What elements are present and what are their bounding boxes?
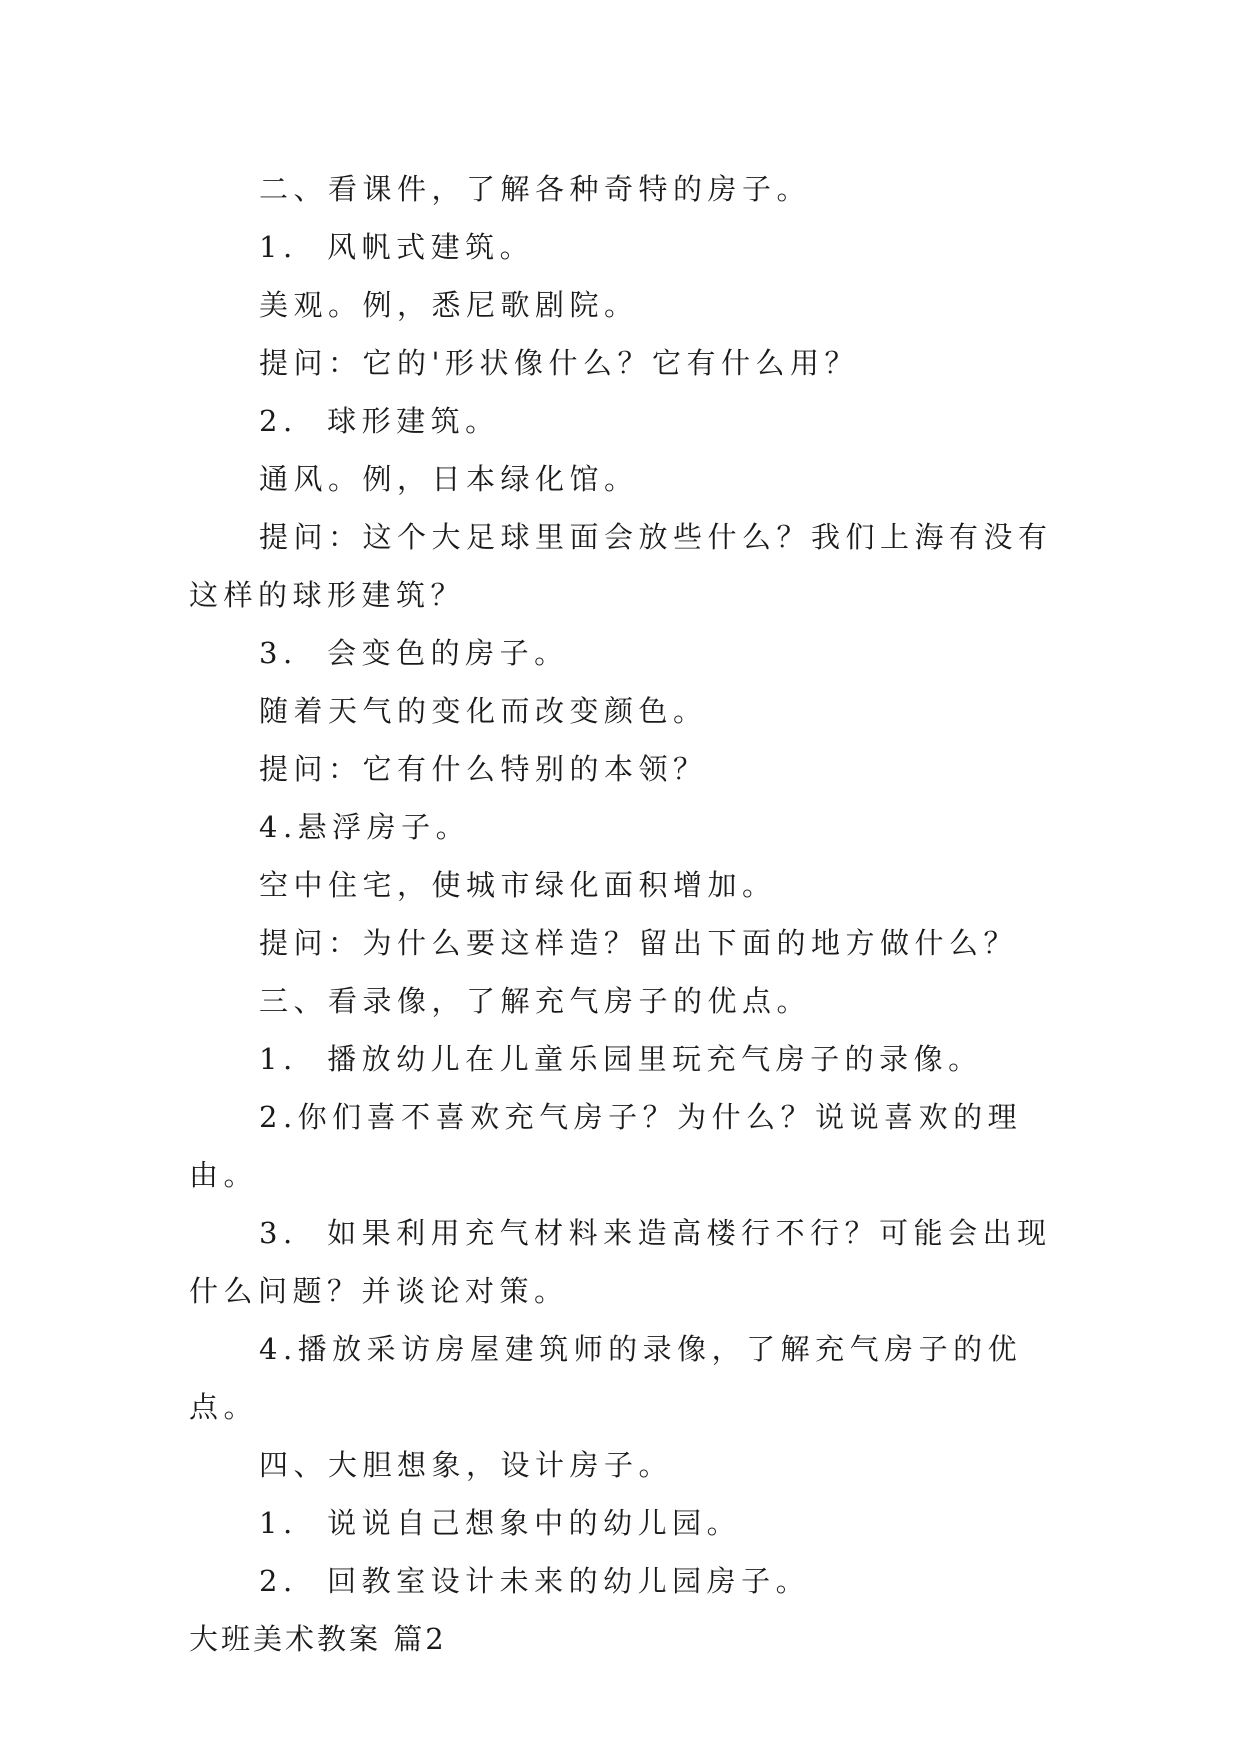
paragraph: 提问：为什么要这样造？留出下面的地方做什么？ [259, 926, 1019, 960]
document-body [189, 160, 1069, 1668]
paragraph: 2. 回教室设计未来的幼儿园房子。 [259, 1564, 811, 1598]
paragraph: 1. 风帆式建筑。 [259, 230, 535, 264]
paragraph: 提问：它有什么特别的本领？ [259, 752, 708, 786]
paragraph: 4.悬浮房子。 [259, 810, 471, 844]
paragraph: 3. 如果利用充气材料来造高楼行不行？可能会出现什么问题？并谈论对策。 [189, 1216, 1052, 1308]
paragraph: 2.你们喜不喜欢充气房子？为什么？说说喜欢的理由。 [189, 1100, 1023, 1192]
paragraph: 提问：这个大足球里面会放些什么？我们上海有没有这样的球形建筑？ [189, 520, 1053, 612]
section-heading: 大班美术教案 篇2 [189, 1622, 447, 1656]
paragraph: 3. 会变色的房子。 [259, 636, 569, 670]
paragraph: 随着天气的变化而改变颜色。 [259, 694, 708, 728]
paragraph: 提问：它的'形状像什么？它有什么用？ [259, 346, 859, 380]
paragraph: 通风。例，日本绿化馆。 [259, 462, 639, 496]
paragraph: 4.播放采访房屋建筑师的录像，了解充气房子的优点。 [189, 1332, 1023, 1424]
paragraph: 1. 播放幼儿在儿童乐园里玩充气房子的录像。 [259, 1042, 983, 1076]
paragraph: 2. 球形建筑。 [259, 404, 500, 438]
paragraph: 三、看录像，了解充气房子的优点。 [259, 984, 812, 1018]
paragraph: 二、看课件，了解各种奇特的房子。 [259, 172, 812, 206]
paragraph: 美观。例，悉尼歌剧院。 [259, 288, 639, 322]
paragraph: 1. 说说自己想象中的幼儿园。 [259, 1506, 742, 1540]
paragraph: 空中住宅，使城市绿化面积增加。 [259, 868, 777, 902]
paragraph: 四、大胆想象，设计房子。 [259, 1448, 674, 1482]
